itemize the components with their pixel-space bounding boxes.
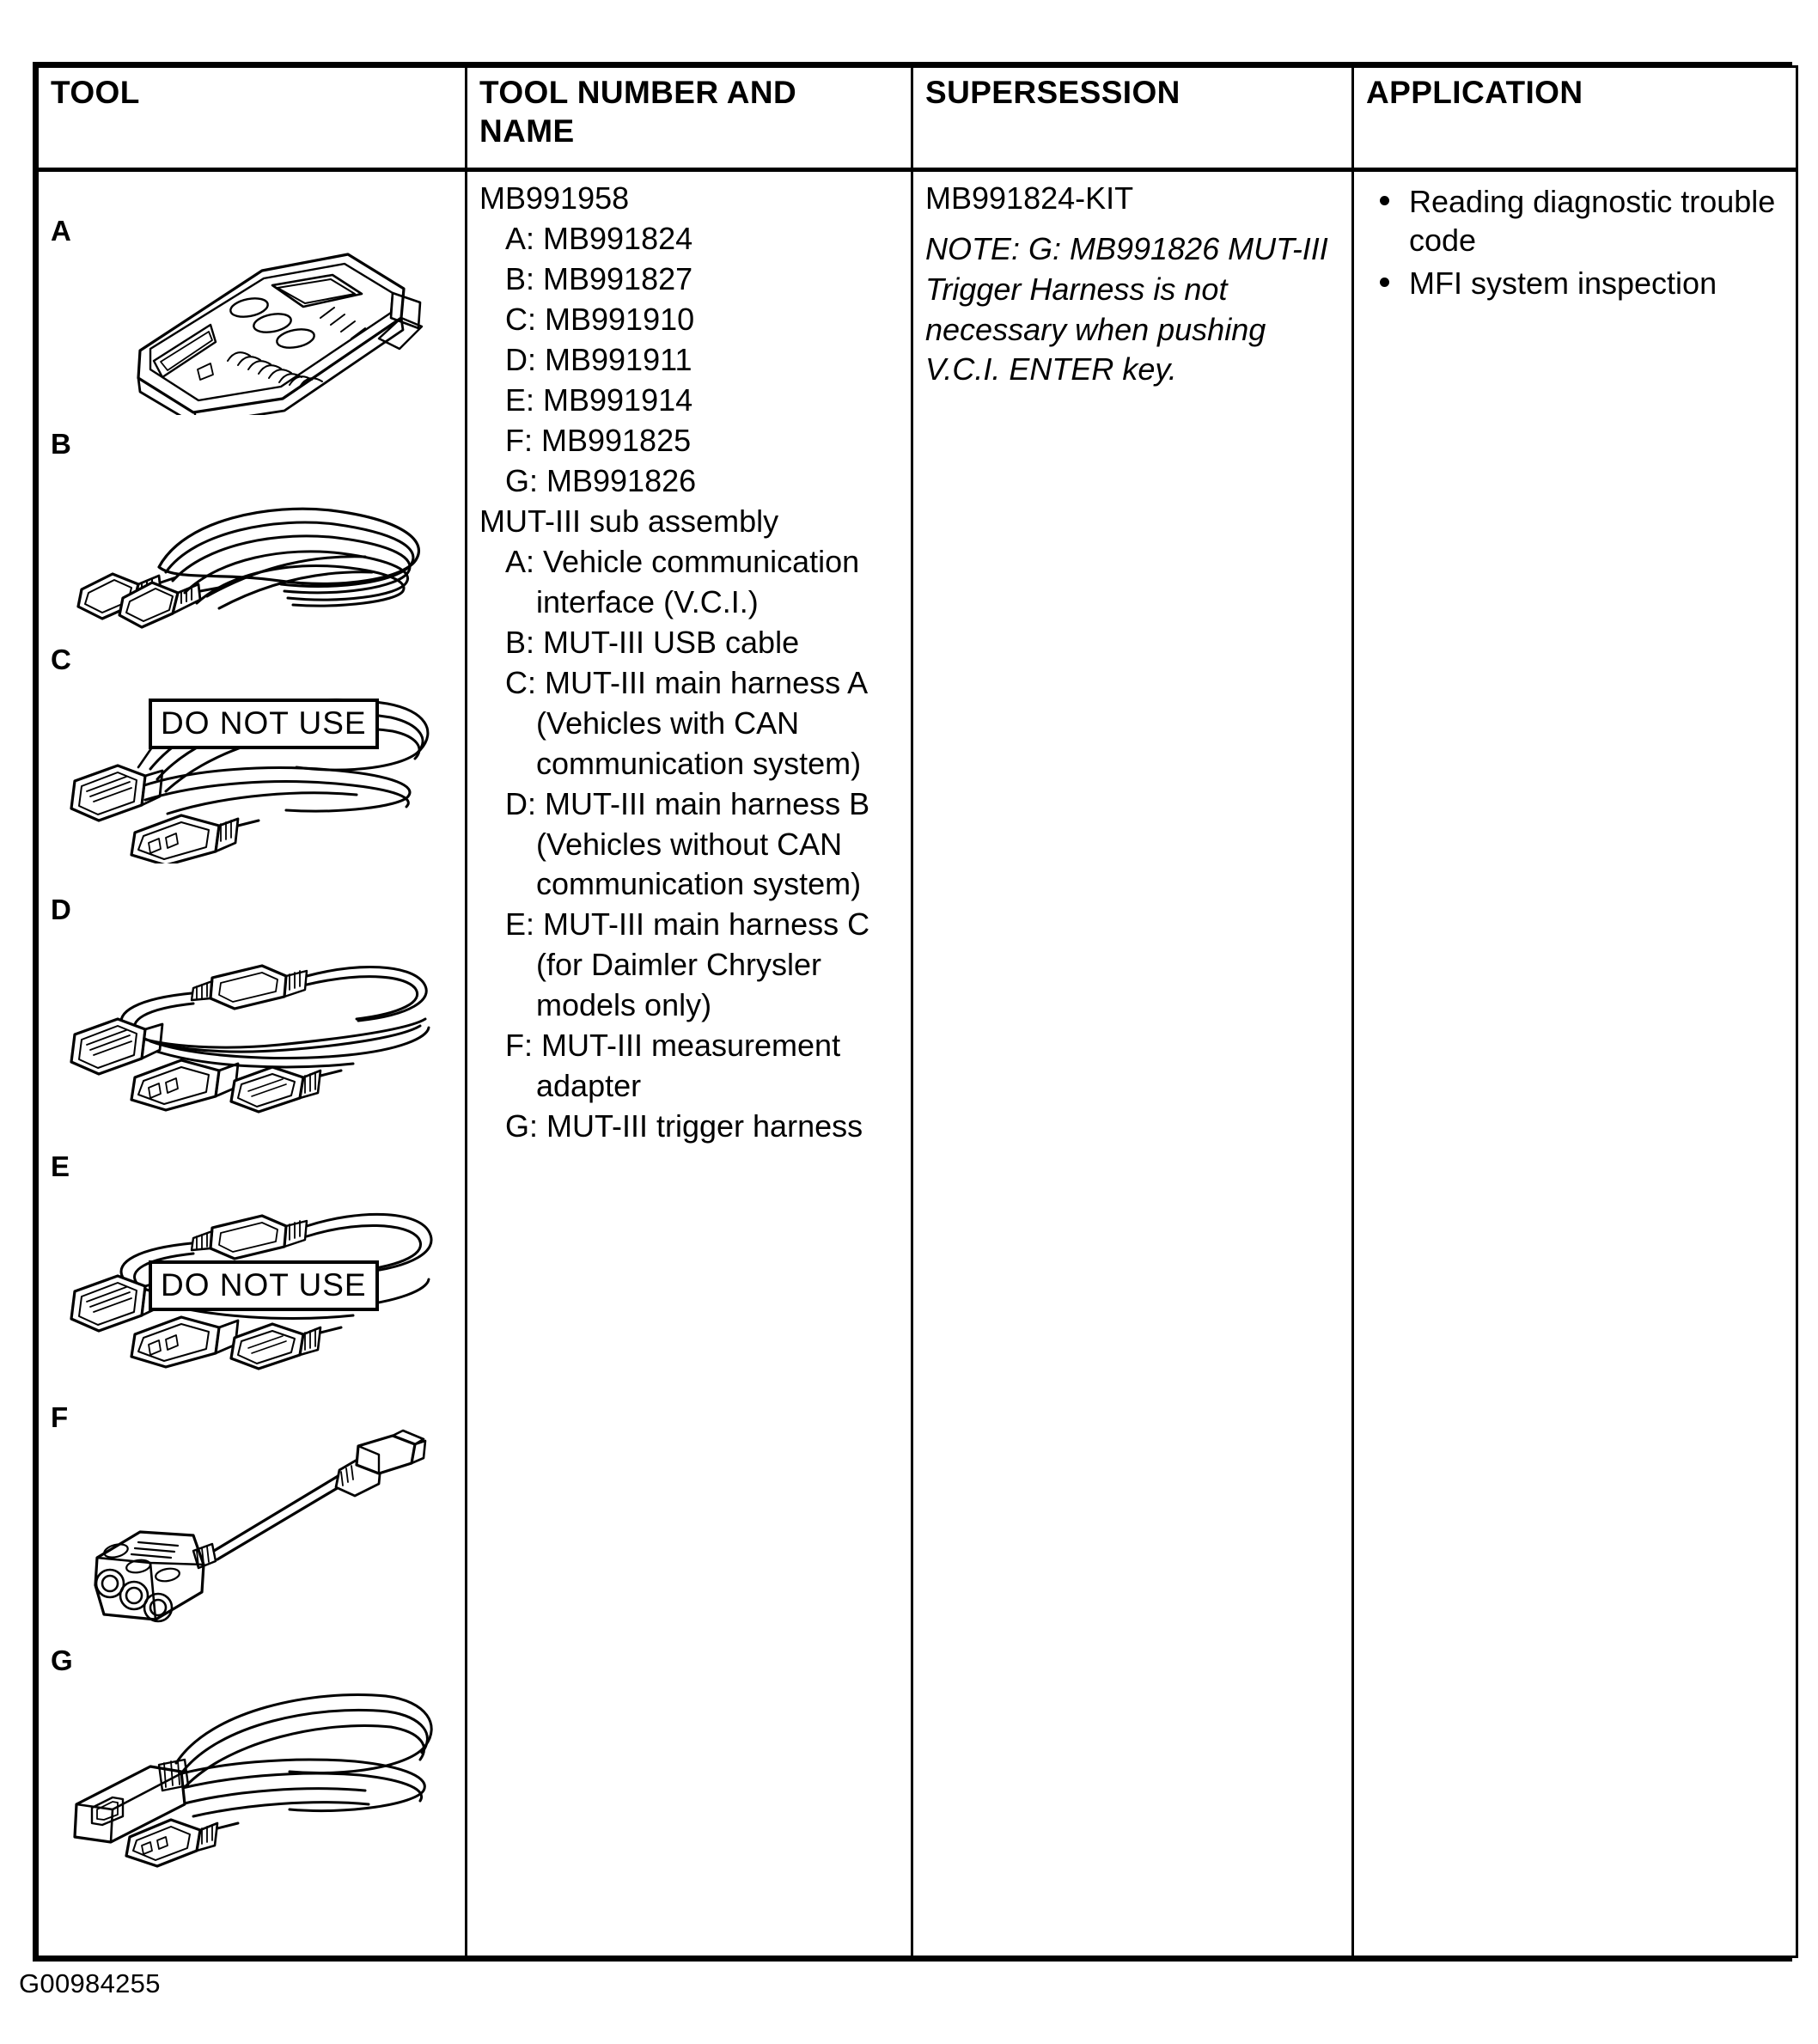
tool-item-a (39, 172, 465, 421)
part-number-g: G: MB991826 (505, 462, 697, 498)
application-cell (1353, 170, 1797, 1957)
part-number-b: B: MB991827 (505, 260, 693, 296)
tool-item-b (39, 412, 465, 644)
column-header-supersession-label: SUPERSESSION (925, 75, 1180, 110)
bullet-icon (1380, 196, 1389, 205)
part-name-b: B: MUT-III USB cable (505, 624, 800, 660)
main-harness-b-illustration (56, 904, 451, 1119)
part-name-a: A: Vehicle communication interface (V.C.I.) (505, 543, 860, 619)
tool-letter-c: C (51, 644, 71, 675)
do-not-use-label-c: DO NOT USE (149, 699, 379, 749)
column-header-tool (38, 67, 467, 170)
do-not-use-label-e: DO NOT USE (149, 1260, 379, 1311)
trigger-harness-illustration (56, 1660, 451, 1875)
supersession-cell (912, 170, 1353, 1957)
tool-letter-e: E (51, 1150, 70, 1182)
table-header-row (38, 67, 1797, 170)
list-item (1361, 264, 1785, 302)
part-name-e: E: MUT-III main harness C (for Daimler Chrysler models only) (505, 906, 870, 1023)
column-header-supersession (912, 67, 1353, 170)
table-row (38, 170, 1797, 1957)
supersession-number: MB991824-KIT (925, 180, 1134, 216)
kit-number: MB991958 (479, 180, 630, 216)
part-name-f: F: MUT-III measurement adapter (505, 1028, 841, 1104)
tool-number-and-name-cell (467, 170, 912, 1957)
figure-code: G00984255 (19, 1968, 161, 1998)
special-tools-table (33, 62, 1792, 1962)
part-number-e: E: MB991914 (505, 381, 693, 418)
part-number-c: C: MB991910 (505, 301, 695, 337)
tool-letter-a: A (51, 215, 71, 247)
supersession-note: NOTE: G: MB991826 MUT-III Trigger Harness is not necessary when pushing V.C.I. ENTER key. (925, 230, 1328, 387)
column-header-application-label: APPLICATION (1366, 75, 1583, 110)
tool-item-c (39, 640, 465, 872)
part-number-f: F: MB991825 (505, 422, 692, 458)
bullet-icon (1380, 278, 1389, 287)
column-header-application (1353, 67, 1797, 170)
usb-cable-illustration (56, 436, 451, 643)
part-name-g: G: MUT-III trigger harness (505, 1108, 863, 1144)
tool-item-f (39, 1379, 465, 1628)
column-header-tool-number-line2: NAME (479, 113, 575, 149)
column-header-tool-number-line1: TOOL NUMBER AND (479, 75, 797, 110)
tool-letter-b: B (51, 428, 71, 460)
part-name-d: D: MUT-III main harness B (Vehicles without CAN communication system) (505, 785, 870, 902)
tool-item-d (39, 876, 465, 1126)
tool-item-g (39, 1624, 465, 1882)
assembly-title: MUT-III sub assembly (479, 503, 779, 539)
column-header-tool-number-and-name (467, 67, 912, 170)
measurement-adapter-illustration (56, 1413, 451, 1628)
part-number-d: D: MB991911 (505, 341, 692, 377)
tool-item-e (39, 1130, 465, 1379)
tool-illustrations-cell (38, 170, 467, 1957)
vci-device-illustration (90, 222, 451, 415)
part-number-a: A: MB991824 (505, 220, 693, 256)
application-list (1361, 182, 1785, 302)
part-name-c: C: MUT-III main harness A (Vehicles with CAN communication system) (505, 664, 867, 781)
application-item-text: MFI system inspection (1409, 265, 1717, 301)
application-item-text: Reading diagnostic trouble code (1409, 184, 1776, 259)
tool-letter-g: G (51, 1644, 73, 1676)
tool-letter-f: F (51, 1401, 69, 1433)
main-harness-a-illustration (56, 666, 451, 863)
tool-letter-d: D (51, 894, 71, 925)
list-item (1361, 182, 1785, 260)
column-header-tool-label: TOOL (51, 75, 140, 110)
